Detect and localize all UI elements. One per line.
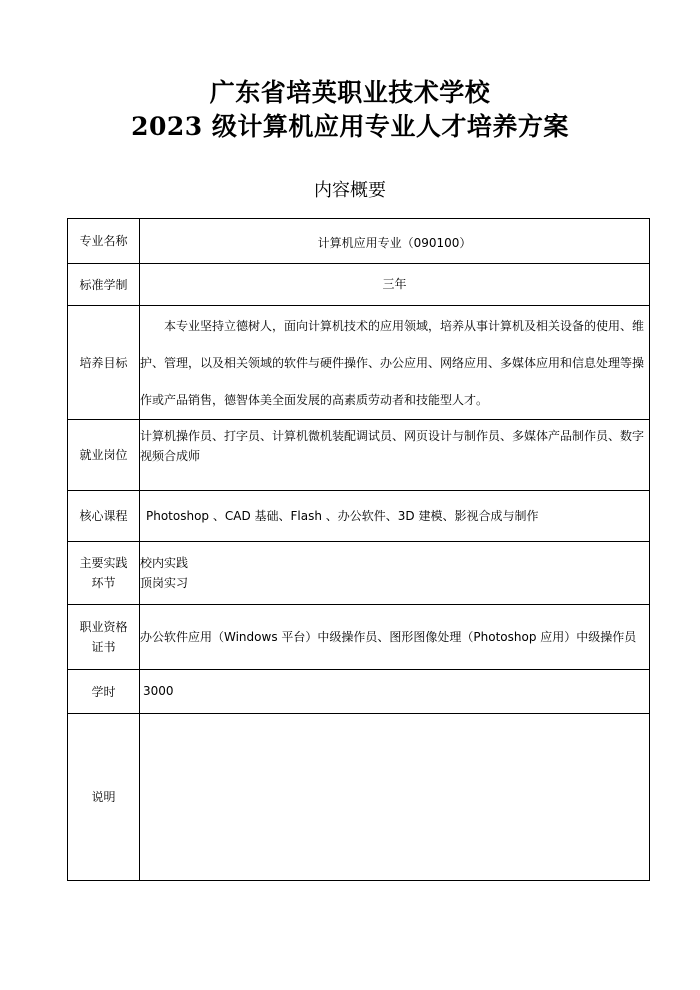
document-title-line1: 广东省培英职业技术学校 xyxy=(209,78,491,107)
table-row-duration xyxy=(68,264,650,306)
practice-cell xyxy=(140,542,650,605)
major-name-label: 专业名称 xyxy=(68,219,140,264)
section-heading: 内容概要 xyxy=(314,180,386,201)
practice-label-line1: 主要实践 xyxy=(79,556,128,570)
jobs-label: 就业岗位 xyxy=(68,420,140,491)
jobs-cell xyxy=(140,420,650,491)
courses-value: Photoshop 、CAD 基础、Flash 、办公软件、3D 建模、影视合成与制作 xyxy=(140,491,650,542)
courses-label: 核心课程 xyxy=(68,491,140,542)
table-row-hours xyxy=(68,670,650,714)
practice-label xyxy=(68,542,140,605)
table-row-jobs xyxy=(68,420,650,491)
practice-item: 校内实践 xyxy=(140,556,189,570)
table-row-practice xyxy=(68,542,650,605)
notes-label: 说明 xyxy=(68,714,140,881)
hours-label: 学时 xyxy=(68,670,140,714)
certificates-cell xyxy=(140,605,650,670)
certificates-label-line2: 证书 xyxy=(91,640,116,654)
document-title-line2: 2023 级计算机应用专业人才培养方案 xyxy=(131,112,569,141)
major-name-value: 计算机应用专业（090100） xyxy=(140,219,650,264)
table-row-certificates xyxy=(68,605,650,670)
practice-label-line2: 环节 xyxy=(91,576,116,590)
table-row-goal xyxy=(68,306,650,420)
notes-value xyxy=(140,714,650,881)
certificates-label xyxy=(68,605,140,670)
practice-item: 顶岗实习 xyxy=(140,576,189,590)
duration-label: 标准学制 xyxy=(68,264,140,306)
goal-cell xyxy=(140,306,650,420)
table-row-major xyxy=(68,219,650,264)
goal-label: 培养目标 xyxy=(68,306,140,420)
summary-table xyxy=(67,218,650,881)
table-row-notes xyxy=(68,714,650,881)
certificates-value: 办公软件应用（Windows 平台）中级操作员、图形图像处理（Photoshop 应用）中级操作员 xyxy=(140,629,637,644)
hours-value: 3000 xyxy=(140,670,650,714)
table-row-courses xyxy=(68,491,650,542)
goal-value: 本专业坚持立德树人，面向计算机技术的应用领域，培养从事计算机及相关设备的使用、维护、管理，以及相关领域的软件与硬件操作、办公应用、网络应用、多媒体应用和信息处理等操作或产品销售，德智体美全面发展的高素质劳动者和技能型人才。 xyxy=(140,319,645,407)
duration-value: 三年 xyxy=(140,264,650,306)
certificates-label-line1: 职业资格 xyxy=(79,620,128,634)
jobs-value: 计算机操作员、打字员、计算机微机装配调试员、网页设计与制作员、多媒体产品制作员、数字视频合成师 xyxy=(140,428,645,463)
